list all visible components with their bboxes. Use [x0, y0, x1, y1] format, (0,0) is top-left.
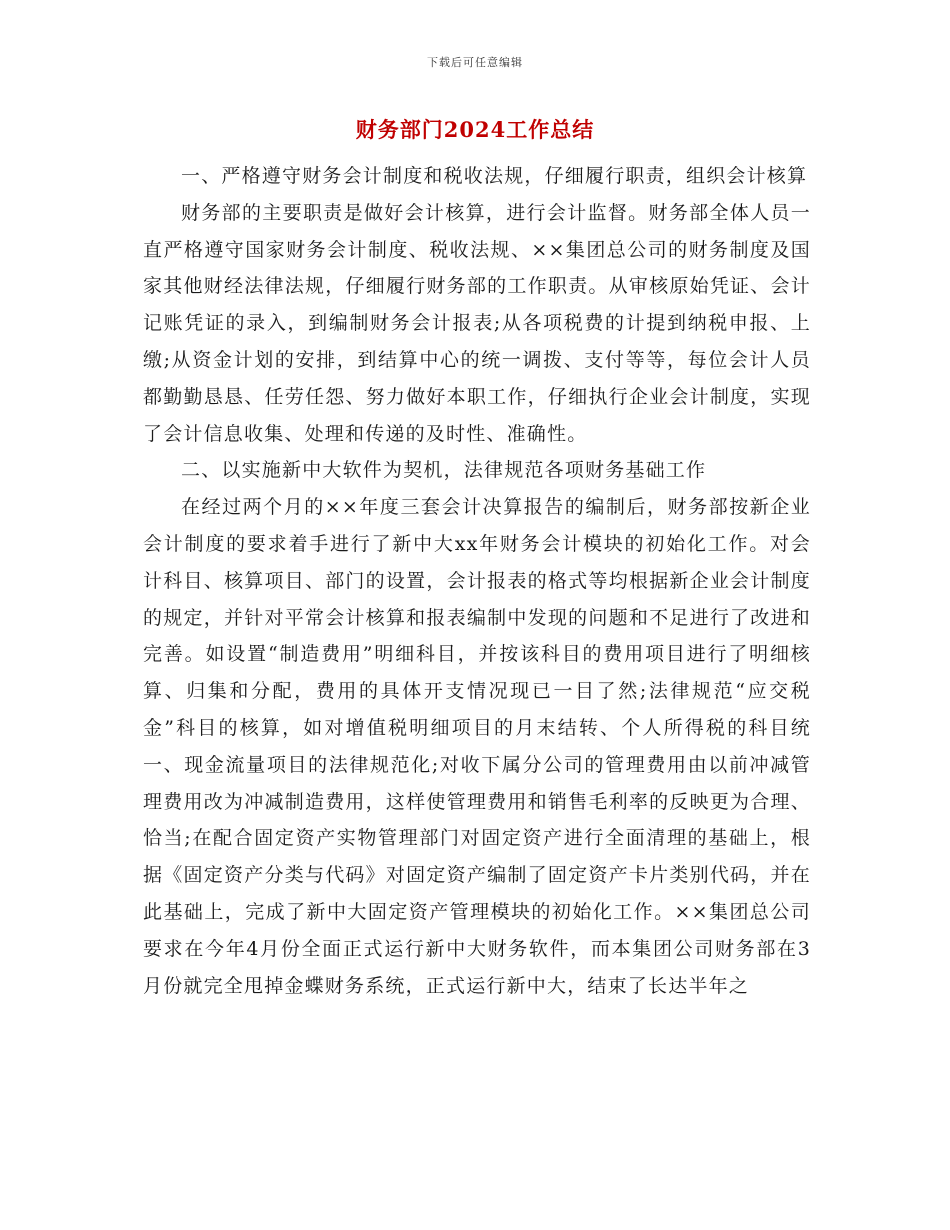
section-heading-1: 一、严格遵守财务会计制度和税收法规，仔细履行职责，组织会计核算 [181, 165, 808, 187]
section-heading-2: 二、以实施新中大软件为契机，法律规范各项财务基础工作 [181, 459, 707, 482]
document-body [143, 158, 811, 1004]
document-title: 财务部门2024工作总结 [355, 117, 595, 142]
paragraph-1: 财务部的主要职责是做好会计核算，进行会计监督。财务部全体人员一直严格遵守国家财务会计制度、税收法规、××集团总公司的财务制度及国家其他财经法律法规，仔细履行财务部的工作职责。从审核原始凭证、会计记账凭证的录入，到编制财务会计报表;从各项税费的计提到纳税申报、上缴;从资金计划的安排，到结算中心的统一调拨、支付等等，每位会计人员都勤勤恳恳、任劳任怨、努力做好本职工作，仔细执行企业会计制度，实现了会计信息收集、处理和传递的及时性、准确性。 [143, 201, 811, 445]
page-header: 下载后可任意编辑 [427, 56, 523, 69]
paragraph-2: 在经过两个月的××年度三套会计决算报告的编制后，财务部按新企业会计制度的要求着手进行了新中大xx年财务会计模块的初始化工作。对会计科目、核算项目、部门的设置，会计报表的格式等均根据新企业会计制度的规定，并针对平常会计核算和报表编制中发现的问题和不足进行了改进和完善。如设置“制造费用”明细科目，并按该科目的费用项目进行了明细核算、归集和分配，费用的具体开支情况现已一目了然;法律规范“应交税金”科目的核算，如对增值税明细项目的月末结转、个人所得税的科目统一、现金流量项目的法律规范化;对收下属分公司的管理费用由以前冲减管理费用改为冲减制造费用，这样使管理费用和销售毛利率的反映更为合理、恰当;在配合固定资产实物管理部门对固定资产进行全面清理的基础上，根据《固定资产分类与代码》对固定资产编制了固定资产卡片类别代码，并在此基础上，完成了新中大固定资产管理模块的初始化工作。××集团总公司要求在今年4月份全面正式运行新中大财务软件，而本集团公司财务部在3月份就完全甩掉金蝶财务系统，正式运行新中大，结束了长达半年之 [143, 496, 811, 997]
